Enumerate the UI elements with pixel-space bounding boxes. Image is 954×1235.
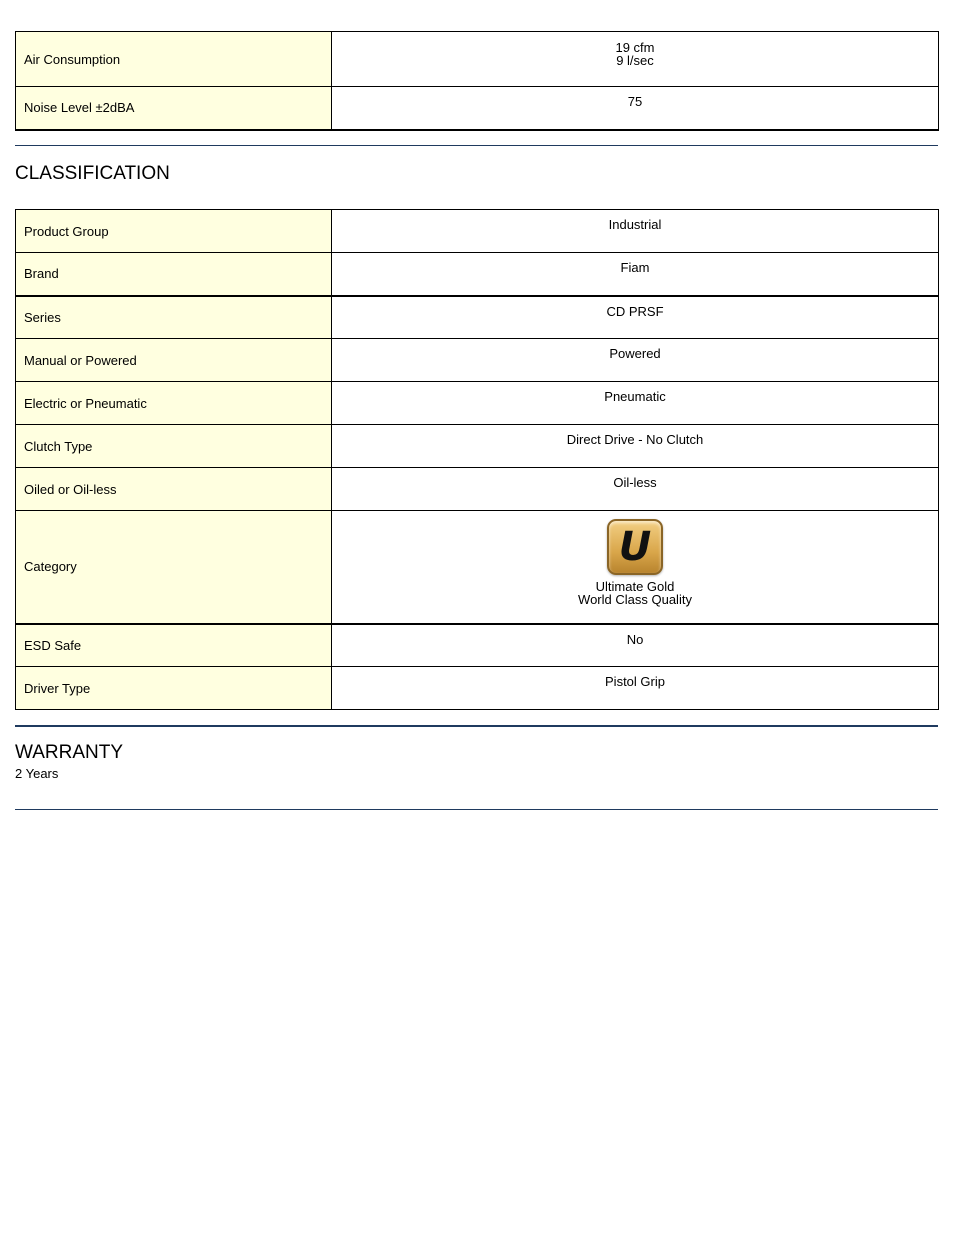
section-divider [15,725,938,727]
spec-value-product-group: Industrial [332,210,939,253]
value-line: 19 cfm [615,40,655,55]
spec-value-noise-level [332,87,939,130]
table-row [16,296,939,339]
table-row [16,32,939,87]
classification-title: CLASSIFICATION [15,163,170,184]
table-row [16,511,939,624]
table-row [16,253,939,296]
spec-value-esd-safe: No [332,624,939,667]
spec-label-product-group: Product Group [16,210,332,253]
table-row [16,339,939,382]
spec-value-manual-or-powered: Powered [332,339,939,382]
warranty-value: 2 Years [15,766,59,781]
spec-label-driver-type: Driver Type [16,667,332,710]
ultimate-gold-badge-icon [607,519,663,575]
value-line: 9 l/sec [616,53,654,68]
category-line: World Class Quality [578,592,692,607]
spec-value-oiled-or-oil-less: Oil-less [332,468,939,511]
spec-label-oiled-or-oil-less: Oiled or Oil-less [16,468,332,511]
spec-value-brand: Fiam [332,253,939,296]
spec-value-driver-type: Pistol Grip [332,667,939,710]
spec-label-manual-or-powered: Manual or Powered [16,339,332,382]
classification-table [15,209,939,710]
spec-label-esd-safe: ESD Safe [16,624,332,667]
spec-label-category: Category [16,511,332,624]
spec-value-category [332,511,939,624]
spec-label-brand: Brand [16,253,332,296]
spec-label-series: Series [16,296,332,339]
spec-value-electric-or-pneumatic: Pneumatic [332,382,939,425]
spec-value-clutch-type: Direct Drive - No Clutch [332,425,939,468]
value-line: 75 [627,94,643,109]
table-row [16,624,939,667]
spec-label-air-consumption: Air Consumption [16,32,332,87]
spec-label-clutch-type: Clutch Type [16,425,332,468]
table-row [16,382,939,425]
spec-label-electric-or-pneumatic: Electric or Pneumatic [16,382,332,425]
spec-value-air-consumption [332,32,939,87]
section-divider [15,809,938,810]
performance-table [15,31,939,131]
spec-label-noise-level: Noise Level ±2dBA [16,87,332,130]
table-row [16,667,939,710]
warranty-title: WARRANTY [15,742,124,763]
table-row [16,468,939,511]
category-line: Ultimate Gold [595,579,675,594]
badge-letter: U [618,524,652,570]
table-row [16,87,939,130]
table-row [16,210,939,253]
table-row [16,425,939,468]
section-divider [15,145,938,146]
spec-value-series: CD PRSF [332,296,939,339]
